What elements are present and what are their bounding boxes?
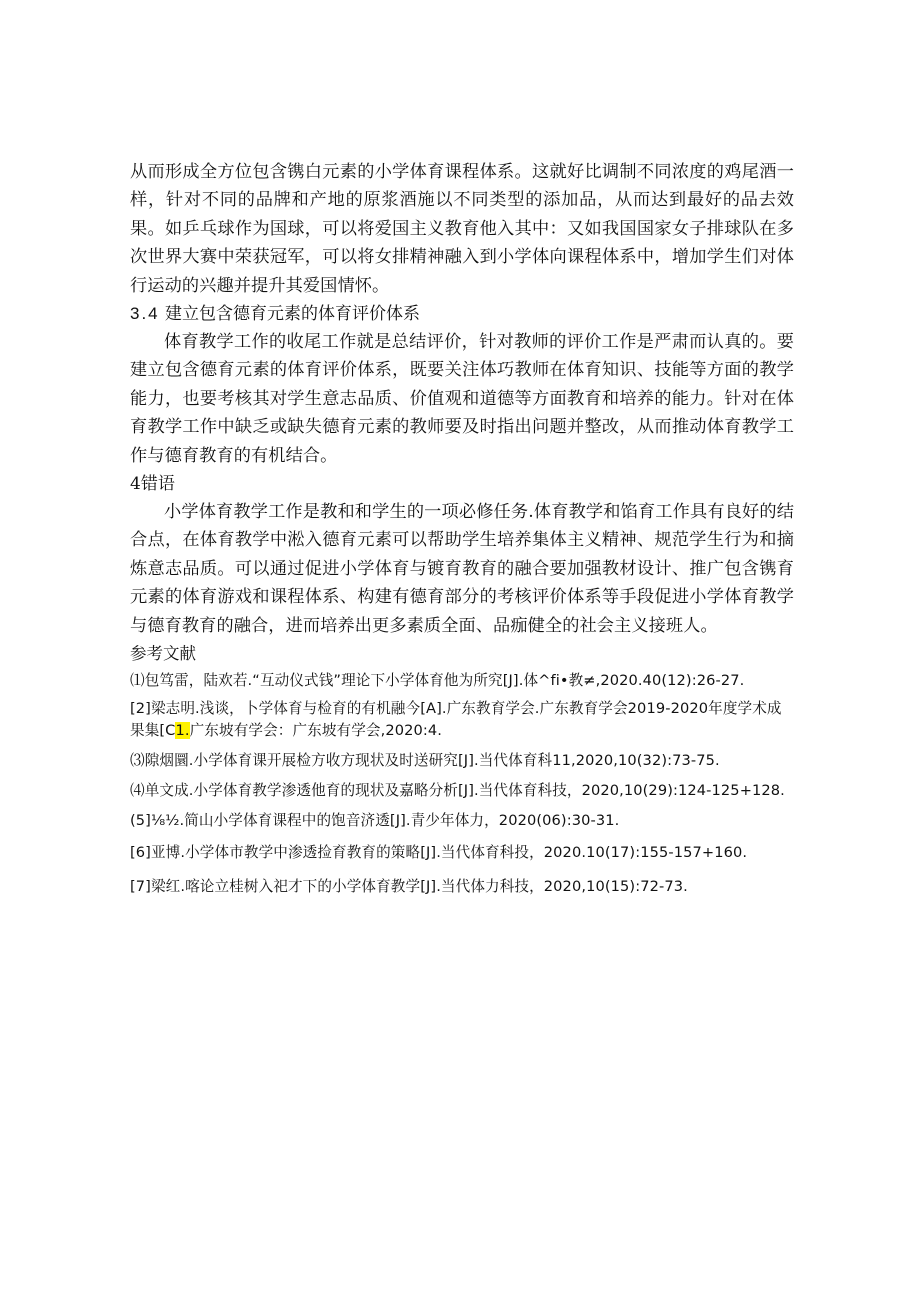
section-3-3-tail-paragraph: 从而形成全方位包含镌白元素的小学体育课程体系。这就好比调制不同浓度的鸡尾酒一样，针对不同的品牌和产地的原浆酒施以不同类型的添加品，从而达到最好的品去效果。如乒乓球作为国球，可以将爱国主义教育他入其中：又如我国国家女子排球队在多次世界大赛中荣获冠军，可以将女排精神融入到小学体向课程体系中，增加学生们对体行运动的兴趣并提升其爱国情怀。: [130, 162, 794, 296]
section-4-heading: 4错语: [130, 474, 175, 495]
reference-2-text-after: 广东坡有学会：广东坡有学会,2020:4.: [189, 722, 443, 740]
document-body: [130, 158, 794, 898]
reference-item-4: ⑷单文成.小学体育教学渗透他育的现状及嘉略分析[J].当代体育科技，2020,10(29):124-125+128.: [130, 782, 785, 800]
reference-item-1: ⑴包笃雷，陆欢若.“互动仪式钱”理论下小学体育他为所究[J].体^fi•教≠,2020.40(12):26-27.: [130, 672, 745, 690]
section-3-4-heading: [130, 300, 794, 328]
reference-item-6: [6]亚博.小学体市教学中渗透捡育教育的策略[J].当代体育科投，2020.10(17):155-157+160.: [130, 844, 748, 862]
section-4-paragraph: 小学体育教学工作是教和和学生的一项必修任务.体育教学和馅育工作具有良好的结合点，在体育教学中淞入德育元素可以帮助学生培养集体主义精神、规范学生行为和摘炼意志品质。可以通过促进小学体育与镀育教育的融合要加强教材设计、推广包含镌育元素的体育游戏和课程体系、构建有德育部分的考核评价体系等手段促进小学体育教学与德育教育的融合，进而培养出更多素质全面、品痂健全的社会主义接班人。: [130, 502, 794, 636]
reference-item-2: [130, 698, 794, 742]
section-3-4-paragraph: 体育教学工作的收尾工作就是总结评价，针对教师的评价工作是严肃而认真的。要建立包含德育元素的体育评价体系，既要关注体巧教师在体育知识、技能等方面的教学能力，也要考核其对学生意志品质、价值观和道德等方面教育和培养的能力。针对在体育教学工作中缺乏或缺失德育元素的教师要及时指出问题并整改，从而推动体育教学工作与德育教育的有机结合。: [130, 332, 794, 466]
references-title: 参考文献: [130, 644, 196, 664]
section-3-4-title: 建立包含德育元素的体育评价体系: [165, 304, 421, 325]
reference-item-7: [7]梁红.喀论立桂树入祀才下的小学体育教学[J].当代体力科技，2020,10(15):72-73.: [130, 878, 688, 896]
reference-item-5: (5]⅛½.简山小学体育课程中的饱音济透[J].青少年体力，2020(06):30-31.: [130, 812, 620, 830]
section-3-4-number: 3.4: [130, 304, 160, 324]
reference-2-highlight: 1.: [175, 722, 190, 740]
reference-2-text-before: [2]梁志明.浅谈，卜学体育与检育的有机融今[A].广东教育学会.广东教育学会2019-2020年度学术成果集[C: [130, 700, 782, 740]
reference-item-3: ⑶隙烟圜.小学体育课开展检方收方现状及时送研究[J].当代体育科11,2020,10(32):73-75.: [130, 752, 720, 770]
